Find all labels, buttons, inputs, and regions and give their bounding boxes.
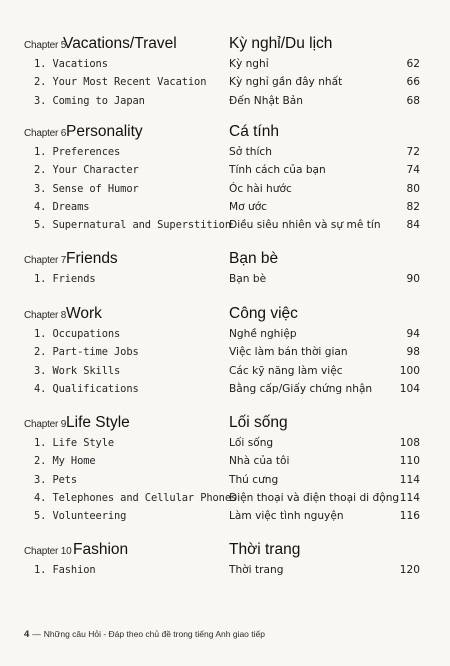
entry-number: 2. — [34, 346, 47, 359]
entry-number: 5. — [34, 219, 47, 232]
entry-page-number: 80 — [406, 182, 420, 195]
chapter-title-en: Personality — [66, 123, 143, 140]
entry-text-en: Coming to Japan — [52, 94, 145, 107]
entry-title-vi: Thú cưng — [229, 473, 279, 486]
entry-title-vi: Óc hài hước — [229, 182, 292, 195]
toc-entry[interactable] — [0, 435, 450, 453]
entry-page-number: 120 — [399, 564, 420, 576]
entry-title-vi: Bạn bè — [229, 273, 267, 285]
toc-entry[interactable] — [0, 344, 450, 362]
entry-text-en: Dreams — [52, 200, 90, 213]
chapter-title-en: Life Style — [66, 414, 130, 431]
entry-page-number: 74 — [406, 164, 420, 177]
entry-text-en: Vacations — [52, 58, 108, 70]
toc-entry[interactable] — [0, 490, 450, 508]
chapter-title-en: Vacations/Travel — [63, 35, 177, 52]
entry-text-en: Supernatural and Superstition — [52, 219, 231, 232]
entry-text-en: Occupations — [52, 328, 121, 340]
entry-number: 1. — [34, 564, 47, 576]
entry-title-en — [34, 58, 108, 70]
entry-title-vi: Đến Nhật Bản — [229, 94, 303, 107]
toc-entry[interactable] — [0, 363, 450, 381]
entry-title-en — [34, 455, 96, 467]
entry-title-en — [34, 510, 126, 522]
entry-text-en: Fashion — [52, 564, 96, 576]
footer-dash: — — [32, 629, 41, 639]
entry-title-en — [34, 219, 231, 231]
entry-text-en: Telephones and Cellular Phones — [52, 491, 238, 504]
entry-title-vi: Nhà của tôi — [229, 455, 290, 468]
entry-title-en — [34, 146, 120, 158]
toc-entry[interactable] — [0, 199, 450, 217]
entry-text-en: My Home — [52, 455, 96, 468]
entry-title-en — [34, 564, 96, 576]
entry-page-number: 108 — [399, 437, 420, 449]
chapter-section — [0, 251, 450, 289]
chapter-section — [0, 415, 450, 526]
entry-number: 3. — [34, 473, 47, 486]
chapter-title-en: Fashion — [73, 541, 129, 558]
chapter-section — [0, 124, 450, 235]
toc-entry[interactable] — [0, 326, 450, 344]
entry-text-en: Your Character — [52, 164, 139, 177]
entry-title-vi: Sở thích — [229, 146, 272, 158]
toc-entry[interactable] — [0, 453, 450, 471]
entry-text-en: Work Skills — [52, 364, 121, 377]
entry-page-number: 90 — [406, 273, 420, 285]
entry-title-en — [34, 273, 96, 285]
chapter-heading — [0, 251, 450, 271]
entry-number: 3. — [34, 364, 47, 377]
entry-title-en — [34, 76, 206, 88]
entry-title-vi: Điều siêu nhiên và sự mê tín — [229, 219, 381, 232]
chapter-title-vi: Lối sống — [229, 414, 288, 431]
footer-page-number: 4 — [24, 629, 30, 640]
chapter-heading — [0, 415, 450, 435]
chapter-title-en: Work — [66, 305, 102, 322]
entry-title-en — [34, 95, 145, 107]
chapter-title-vi: Thời trang — [229, 541, 301, 558]
chapter-title-vi: Bạn bè — [229, 250, 279, 267]
entry-text-en: Volunteering — [52, 510, 127, 523]
toc-entry[interactable] — [0, 381, 450, 399]
toc-entry[interactable] — [0, 508, 450, 526]
entry-title-en — [34, 201, 89, 213]
entry-number: 4. — [34, 200, 47, 213]
entry-page-number: 66 — [406, 76, 420, 89]
chapter-heading — [0, 36, 450, 56]
entry-number: 1. — [34, 146, 47, 158]
toc-entry[interactable] — [0, 144, 450, 162]
entry-number: 1. — [34, 58, 47, 70]
chapter-heading — [0, 542, 450, 562]
chapter-title-vi: Cá tính — [229, 123, 279, 140]
toc-entry[interactable] — [0, 56, 450, 74]
entry-title-en — [34, 183, 139, 195]
entry-title-en — [34, 492, 237, 504]
entry-title-vi: Điện thoại và điện thoại di động — [229, 491, 400, 504]
entry-number: 5. — [34, 510, 47, 523]
entry-title-en — [34, 164, 139, 176]
entry-number: 3. — [34, 94, 47, 107]
entry-title-en — [34, 383, 139, 395]
entry-title-en — [34, 437, 114, 449]
page-footer — [24, 629, 265, 640]
entry-text-en: Part-time Jobs — [52, 346, 139, 359]
footer-book-title: Những câu Hỏi - Đáp theo chủ đề trong tiếng Anh giao tiếp — [43, 629, 265, 639]
entry-number: 3. — [34, 182, 47, 195]
entry-title-en — [34, 365, 120, 377]
toc-entry[interactable] — [0, 93, 450, 111]
entry-title-vi: Làm việc tình nguyện — [229, 510, 344, 523]
chapter-title-vi: Kỳ nghỉ/Du lịch — [229, 35, 333, 52]
entry-text-en: Your Most Recent Vacation — [52, 76, 207, 89]
entry-page-number: 116 — [399, 510, 420, 523]
chapter-section — [0, 36, 450, 111]
entry-title-vi: Kỳ nghỉ gần đây nhất — [229, 76, 343, 89]
entry-text-en: Friends — [52, 273, 96, 285]
entry-title-vi: Kỳ nghỉ — [229, 58, 269, 70]
chapter-label: Chapter 7 — [24, 255, 67, 266]
entry-page-number: 68 — [406, 94, 420, 107]
entry-title-en — [34, 346, 139, 358]
toc-entry[interactable] — [0, 472, 450, 490]
entry-number: 2. — [34, 455, 47, 468]
chapter-section — [0, 306, 450, 399]
entry-title-vi: Thời trang — [229, 564, 284, 576]
entry-title-vi: Bằng cấp/Giấy chứng nhận — [229, 382, 373, 395]
chapter-label: Chapter 9 — [24, 419, 67, 430]
toc-entry[interactable] — [0, 217, 450, 235]
toc-entry[interactable] — [0, 562, 450, 580]
entry-number: 1. — [34, 273, 47, 285]
entry-text-en: Sense of Humor — [52, 182, 139, 195]
entry-page-number: 94 — [406, 328, 420, 340]
entry-text-en: Preferences — [52, 146, 121, 158]
toc-entry[interactable] — [0, 181, 450, 199]
entry-number: 4. — [34, 491, 47, 504]
entry-title-vi: Mơ ước — [229, 200, 268, 213]
entry-number: 4. — [34, 382, 47, 395]
entry-page-number: 98 — [406, 346, 420, 359]
entry-title-vi: Lối sống — [229, 437, 274, 449]
entry-page-number: 110 — [399, 455, 420, 468]
chapter-title-en: Friends — [66, 250, 118, 267]
entry-title-vi: Các kỹ năng làm việc — [229, 364, 343, 377]
entry-title-vi: Việc làm bán thời gian — [229, 346, 348, 359]
entry-page-number: 100 — [399, 364, 420, 377]
entry-number: 2. — [34, 76, 47, 89]
entry-number: 2. — [34, 164, 47, 177]
entry-page-number: 104 — [399, 382, 420, 395]
chapter-label: Chapter 8 — [24, 310, 67, 321]
chapter-label: Chapter 6 — [24, 128, 67, 139]
entry-number: 1. — [34, 328, 47, 340]
entry-number: 1. — [34, 437, 47, 449]
entry-title-vi: Nghề nghiệp — [229, 328, 297, 340]
entry-title-vi: Tính cách của bạn — [229, 164, 326, 177]
chapter-heading — [0, 306, 450, 326]
chapter-section — [0, 542, 450, 580]
entry-page-number: 84 — [406, 219, 420, 232]
entry-page-number: 82 — [406, 200, 420, 213]
toc-entry[interactable] — [0, 271, 450, 289]
entry-page-number: 62 — [406, 58, 420, 70]
chapter-label: Chapter 5 — [24, 40, 67, 51]
toc-entry[interactable] — [0, 162, 450, 180]
toc-entry[interactable] — [0, 74, 450, 92]
entry-title-en — [34, 474, 77, 486]
entry-text-en: Life Style — [52, 437, 115, 449]
entry-text-en: Pets — [52, 473, 78, 486]
entry-text-en: Qualifications — [52, 382, 139, 395]
chapter-label: Chapter 10 — [24, 546, 72, 557]
entry-title-en — [34, 328, 120, 340]
chapter-heading — [0, 124, 450, 144]
entry-page-number: 72 — [406, 146, 420, 158]
chapter-title-vi: Công việc — [229, 305, 298, 322]
entry-page-number: 114 — [399, 491, 420, 504]
entry-page-number: 114 — [399, 473, 420, 486]
